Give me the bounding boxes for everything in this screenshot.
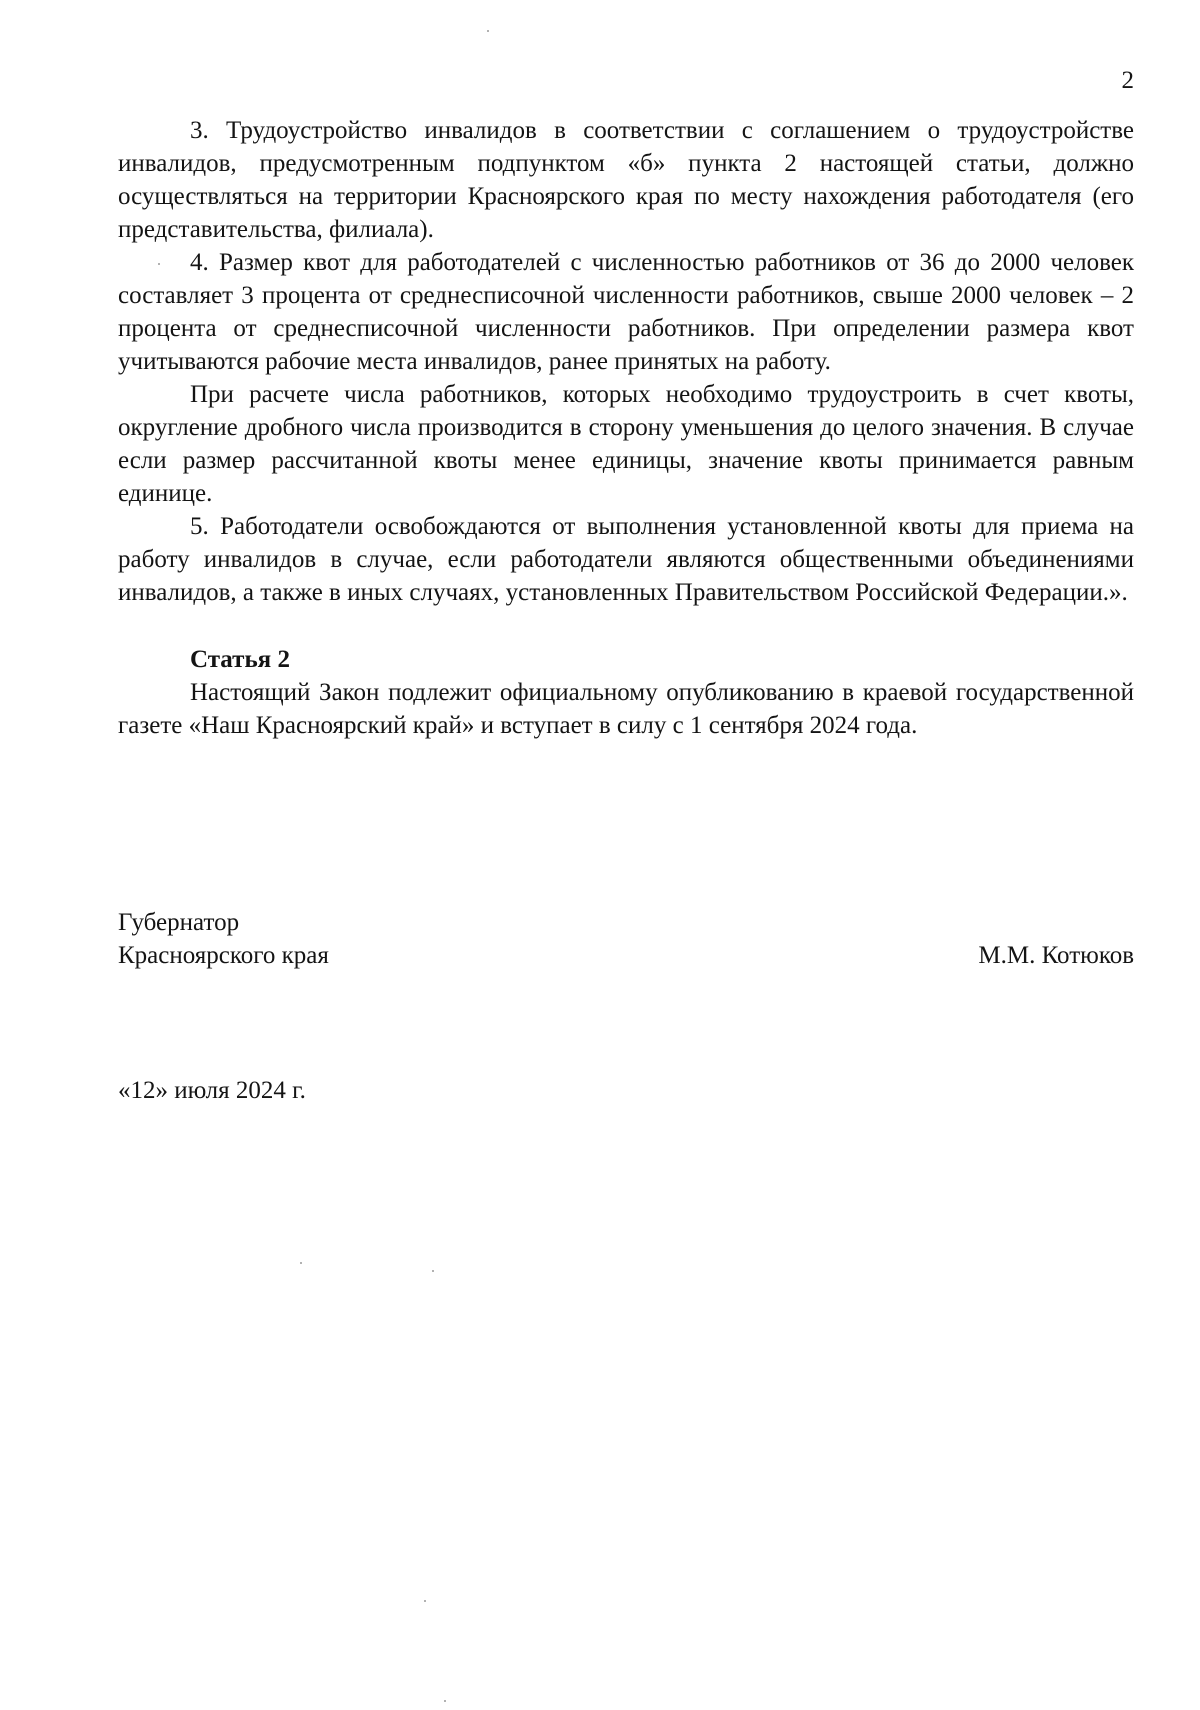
scan-speck [300,1262,302,1264]
scan-speck [424,1600,426,1602]
paragraph-item-5: 5. Работодатели освобождаются от выполнения установленной квоты для приема на работу инвалидов в случае, если работодатели являются общественными объединениями инвалидов, а также в иных случаях, установленных Правительством Российской Федерации.». [118,513,1134,606]
signatory-name: М.М. Котюков [978,942,1134,969]
signatory-title-line-1: Губернатор [118,909,240,936]
scan-speck [487,30,489,32]
page-number: 2 [1121,67,1134,94]
signing-date: «12» июля 2024 г. [118,1077,306,1104]
signature-block [118,906,1134,972]
scan-speck [432,1270,434,1272]
paragraph-item-4: 4. Размер квот для работодателей с численностью работников от 36 до 2000 человек составляет 3 процента от среднесписочной численности работников, свыше 2000 человек – 2 процента от среднесписочной численности работников. При определении размера квот учитываются рабочие места инвалидов, ранее принятых на работу. [118,249,1134,375]
document-body [118,114,1134,742]
paragraph-quota-rounding: При расчете числа работников, которых необходимо трудоустроить в счет квоты, округление дробного числа производится в сторону уменьшения до целого значения. В случае если размер рассчитанной квоты менее единицы, значение квоты принимается равным единице. [118,381,1134,507]
paragraph-item-3: 3. Трудоустройство инвалидов в соответствии с соглашением о трудоустройстве инвалидов, предусмотренным подпунктом «б» пункта 2 настоящей статьи, должно осуществляться на территории Красноярского края по месту нахождения работодателя (его представительства, филиала). [118,117,1134,243]
scan-speck [444,1700,446,1702]
article-2-heading: Статья 2 [190,646,290,673]
article-2-text: Настоящий Закон подлежит официальному опубликованию в краевой государственной газете «Наш Красноярский край» и вступает в силу с 1 сентября 2024 года. [118,679,1134,739]
scan-speck [158,263,160,265]
signatory-title-line-2: Красноярского края [118,942,329,969]
